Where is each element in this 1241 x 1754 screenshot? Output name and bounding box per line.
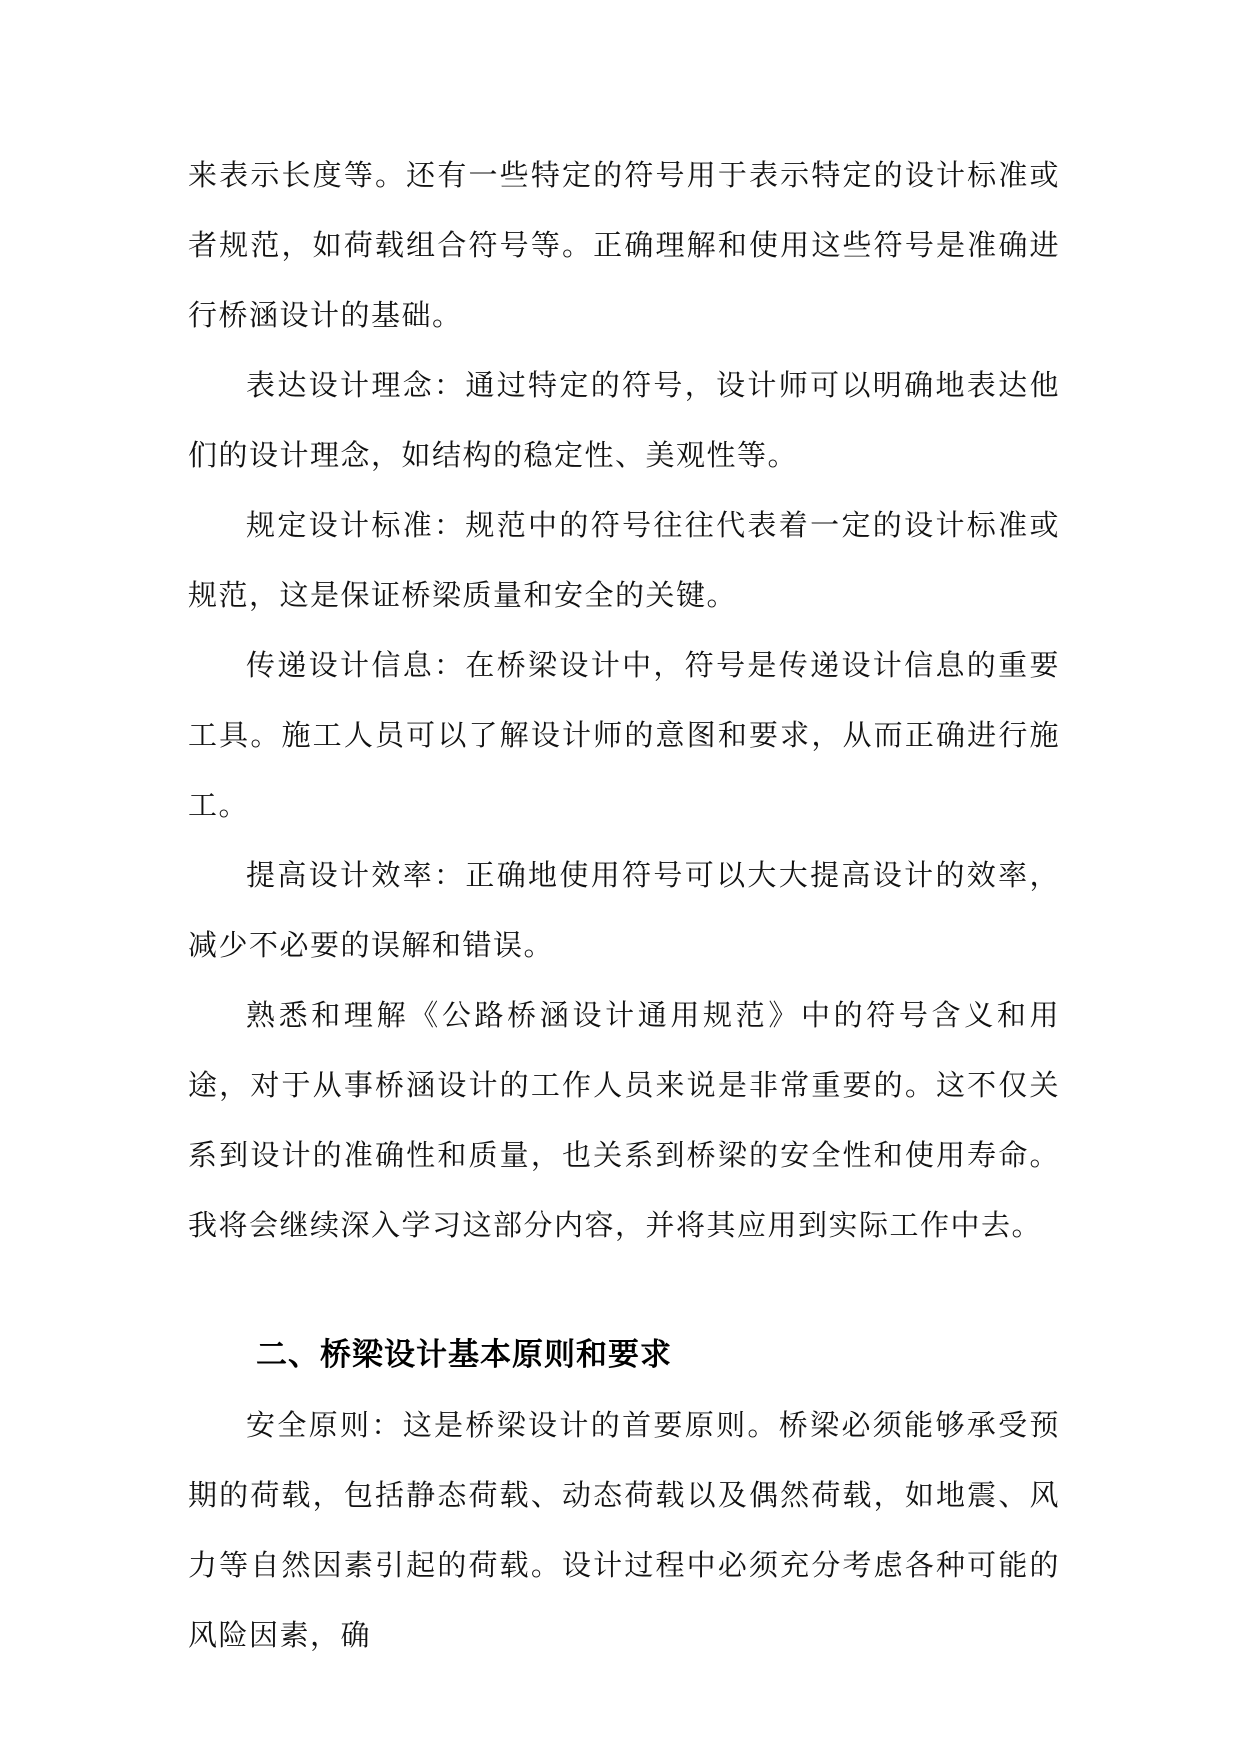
paragraph-design-information: 传递设计信息：在桥梁设计中，符号是传递设计信息的重要工具。施工人员可以了解设计师的意图和要求，从而正确进行施工。 [188, 648, 1060, 822]
paragraph-safety-principle: 安全原则：这是桥梁设计的首要原则。桥梁必须能够承受预期的荷载，包括静态荷载、动态荷载以及偶然荷载，如地震、风力等自然因素引起的荷载。设计过程中必须充分考虑各种可能的风险因素，确 [188, 1408, 1060, 1652]
section-heading: 二、桥梁设计基本原则和要求 [256, 1337, 672, 1373]
paragraph-design-efficiency: 提高设计效率：正确地使用符号可以大大提高设计的效率，减少不必要的误解和错误。 [188, 858, 1060, 962]
paragraph-express-design-concept: 表达设计理念：通过特定的符号，设计师可以明确地表达他们的设计理念，如结构的稳定性、美观性等。 [188, 368, 1060, 472]
document-body [188, 140, 1060, 1670]
paragraph-symbols-continued: 来表示长度等。还有一些特定的符号用于表示特定的设计标准或者规范，如荷载组合符号等。正确理解和使用这些符号是准确进行桥涵设计的基础。 [188, 158, 1060, 332]
paragraph-summary: 熟悉和理解《公路桥涵设计通用规范》中的符号含义和用途，对于从事桥涵设计的工作人员来说是非常重要的。这不仅关系到设计的准确性和质量，也关系到桥梁的安全性和使用寿命。我将会继续深入学习这部分内容，并将其应用到实际工作中去。 [188, 998, 1060, 1242]
paragraph-design-standards: 规定设计标准：规范中的符号往往代表着一定的设计标准或规范，这是保证桥梁质量和安全的关键。 [188, 508, 1060, 612]
